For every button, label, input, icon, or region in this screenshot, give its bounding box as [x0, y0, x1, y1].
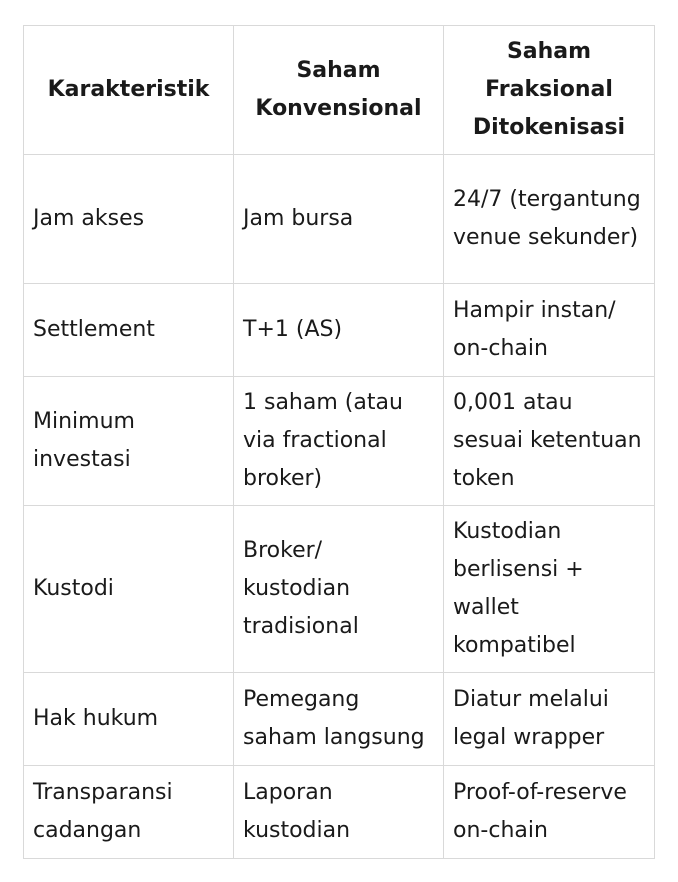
header-conventional-stock: Saham Konvensional: [234, 26, 444, 155]
cell-tokenized: Kustodian berlisensi + wallet kompatibel: [444, 506, 655, 673]
table-body: [24, 155, 655, 859]
cell-characteristic: Minimum investasi: [24, 377, 234, 506]
table-row: [24, 155, 655, 284]
cell-characteristic: Settlement: [24, 284, 234, 377]
table-row: [24, 506, 655, 673]
cell-conventional: Broker/ kustodian tradisional: [234, 506, 444, 673]
table-row: [24, 673, 655, 766]
header-characteristic: Karakteristik: [24, 26, 234, 155]
cell-characteristic: Transparansi cadangan: [24, 766, 234, 859]
cell-conventional: Laporan kustodian: [234, 766, 444, 859]
cell-tokenized: Diatur melalui legal wrapper: [444, 673, 655, 766]
table-header: [24, 26, 655, 155]
cell-conventional: Pemegang saham langsung: [234, 673, 444, 766]
cell-tokenized: Hampir instan/ on-chain: [444, 284, 655, 377]
cell-tokenized: 24/7 (tergantung venue sekunder): [444, 155, 655, 284]
cell-tokenized: Proof-of-reserve on-chain: [444, 766, 655, 859]
table-row: [24, 284, 655, 377]
table-row: [24, 766, 655, 859]
cell-tokenized: 0,001 atau sesuai ketentuan token: [444, 377, 655, 506]
cell-characteristic: Kustodi: [24, 506, 234, 673]
cell-characteristic: Jam akses: [24, 155, 234, 284]
header-tokenized-fractional-stock: Saham Fraksional Ditokenisasi: [444, 26, 655, 155]
cell-conventional: 1 saham (atau via fractional broker): [234, 377, 444, 506]
comparison-table: [23, 25, 655, 859]
table-row: [24, 377, 655, 506]
cell-conventional: T+1 (AS): [234, 284, 444, 377]
cell-characteristic: Hak hukum: [24, 673, 234, 766]
cell-conventional: Jam bursa: [234, 155, 444, 284]
header-row: [24, 26, 655, 155]
